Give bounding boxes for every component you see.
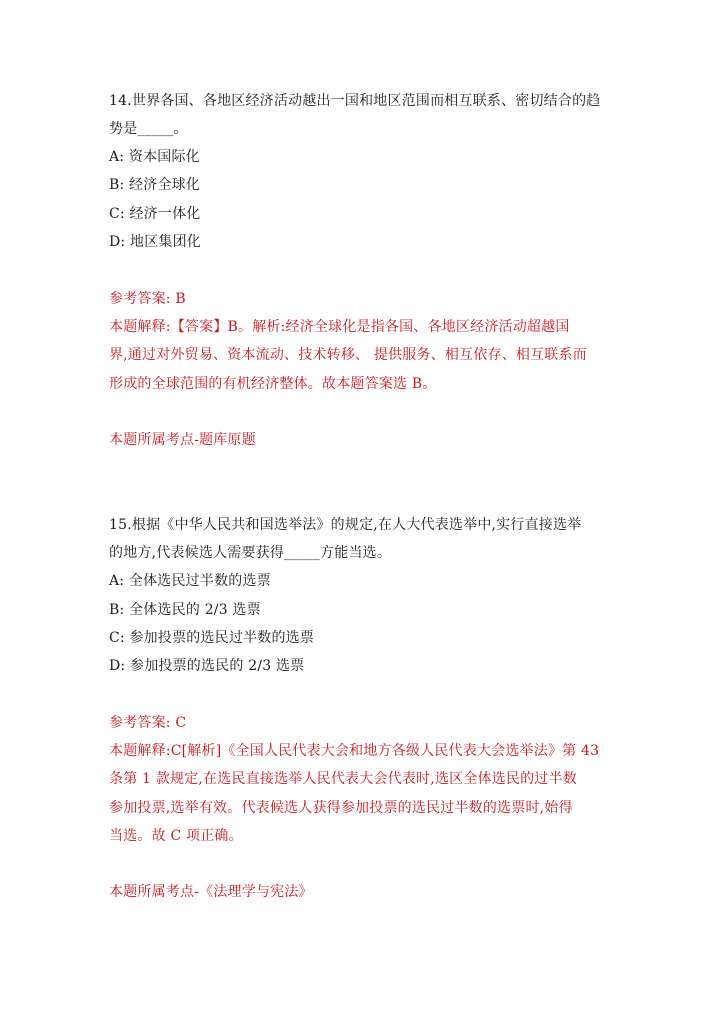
question-15-explanation-line-2: 条第 1 款规定,在选民直接选举人民代表大会代表时,选区全体选民的过半数 <box>109 771 577 787</box>
question-14-option-a: A: 资本国际化 <box>109 149 200 165</box>
question-14-option-d: D: 地区集团化 <box>109 234 201 250</box>
question-15-stem-line-2: 的地方,代表候选人需要获得_____方能当选。 <box>109 545 392 561</box>
question-14-explanation-line-1: 本题解释:【答案】B。解析:经济全球化是指各国、各地区经济活动超越国 <box>109 319 570 335</box>
question-15-explanation-line-3: 参加投票,选举有效。代表候选人获得参加投票的选民过半数的选票时,始得 <box>109 800 573 816</box>
question-14-answer: 参考答案: B <box>109 291 186 307</box>
question-15-knowledge-point: 本题所属考点-《法理学与宪法》 <box>109 884 313 900</box>
question-15-option-a: A: 全体选民过半数的选票 <box>109 573 271 589</box>
question-15-stem-line-1: 15.根据《中华人民共和国选举法》的规定,在人大代表选举中,实行直接选举 <box>109 517 582 533</box>
question-14-option-c: C: 经济一体化 <box>109 206 201 222</box>
question-14-option-b: B: 经济全球化 <box>109 177 201 193</box>
question-15-answer: 参考答案: C <box>109 715 187 731</box>
question-15-option-d: D: 参加投票的选民的 2/3 选票 <box>109 658 305 674</box>
question-14-stem-line-1: 14.世界各国、各地区经济活动越出一国和地区范围而相互联系、密切结合的趋 <box>109 93 601 109</box>
question-14-explanation-line-2: 界,通过对外贸易、资本流动、技术转移、 提供服务、相互依存、相互联系而 <box>109 347 587 363</box>
question-15-explanation-line-1: 本题解释:C[解析]《全国人民代表大会和地方各级人民代表大会选举法》第 43 <box>109 743 600 759</box>
question-15-explanation-line-4: 当选。故 C 项正确。 <box>109 828 243 844</box>
question-15-option-c: C: 参加投票的选民过半数的选票 <box>109 630 315 646</box>
question-14-stem-line-2: 势是_____。 <box>109 121 188 137</box>
question-14-explanation-line-3: 形成的全球范围的有机经济整体。故本题答案选 B。 <box>109 376 437 392</box>
question-14-knowledge-point: 本题所属考点-题库原题 <box>109 432 256 448</box>
question-15-option-b: B: 全体选民的 2/3 选票 <box>109 602 261 618</box>
